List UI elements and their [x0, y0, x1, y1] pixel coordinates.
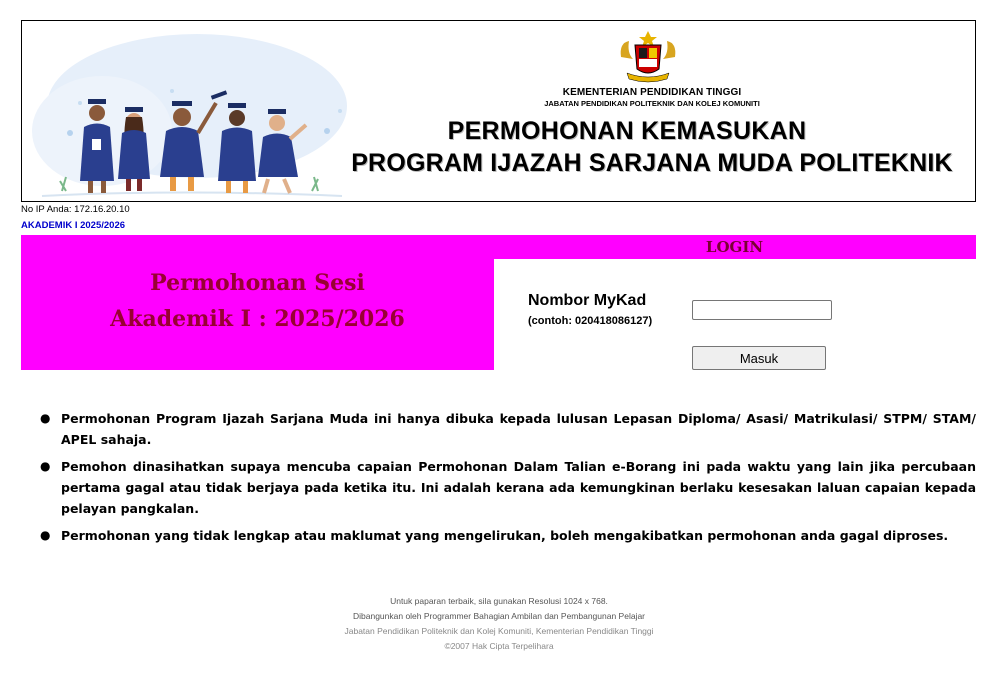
department-name: JABATAN PENDIDIKAN POLITEKNIK DAN KOLEJ KOMUNITI — [544, 99, 760, 108]
mykad-example-hint: (contoh: 020418086127) — [528, 315, 653, 327]
footer-copyright: ©2007 Hak Cipta Terpelihara — [444, 641, 554, 651]
bullet-icon: ● — [40, 459, 51, 473]
bullet-icon: ● — [40, 528, 51, 542]
mykad-label: Nombor MyKad — [528, 292, 647, 309]
ministry-name: KEMENTERIAN PENDIDIKAN TINGGI — [562, 87, 742, 98]
coat-of-arms-icon — [615, 29, 681, 85]
graduates-illustration — [22, 21, 352, 201]
login-heading: LOGIN — [705, 238, 764, 256]
list-item — [21, 456, 976, 519]
list-item — [21, 408, 976, 450]
notice-list — [21, 408, 976, 552]
mykad-input[interactable] — [692, 300, 832, 320]
footer-department: Jabatan Pendidikan Politeknik dan Kolej Komuniti, Kementerian Pendidikan Tinggi — [344, 626, 654, 636]
login-button[interactable]: Masuk — [692, 346, 826, 370]
list-item — [21, 525, 976, 546]
notice-text: Permohonan yang tidak lengkap atau maklumat yang mengelirukan, boleh mengakibatkan permohonan anda gagal diproses. — [61, 528, 949, 543]
header-banner — [21, 20, 976, 202]
bullet-icon: ● — [40, 411, 51, 425]
footer-developer-credit: Dibangunkan oleh Programmer Bahagian Ambilan dan Pembangunan Pelajar — [352, 611, 646, 621]
notice-text: Permohonan Program Ijazah Sarjana Muda ini hanya dibuka kepada lulusan Lepasan Diploma/ Asasi/ Matrikulasi/ STPM/ STAM/ APEL sahaja. — [61, 411, 976, 447]
ip-address-info: No IP Anda: 172.16.20.10 — [21, 204, 130, 215]
notice-text: Pemohon dinasihatkan supaya mencuba capaian Permohonan Dalam Talian e-Borang ini pada waktu yang lain jika percubaan pertama gagal atau tidak berjaya pada ketika itu. Ini adalah kerana ada kemungkinan berlaku kesesakan laluan capaian kepada pelayan pangkalan. — [61, 459, 976, 516]
session-title-line-2: Akademik I : 2025/2026 — [110, 306, 405, 332]
banner-title-line-1: PERMOHONAN KEMASUKAN — [447, 117, 807, 145]
footer — [0, 594, 998, 654]
academic-session-label: AKADEMIK I 2025/2026 — [21, 220, 126, 231]
footer-resolution-note: Untuk paparan terbaik, sila gunakan Resolusi 1024 x 768. — [390, 596, 608, 606]
session-title-line-1: Permohonan Sesi — [150, 270, 365, 296]
banner-title-line-2: PROGRAM IJAZAH SARJANA MUDA POLITEKNIK — [351, 149, 953, 177]
